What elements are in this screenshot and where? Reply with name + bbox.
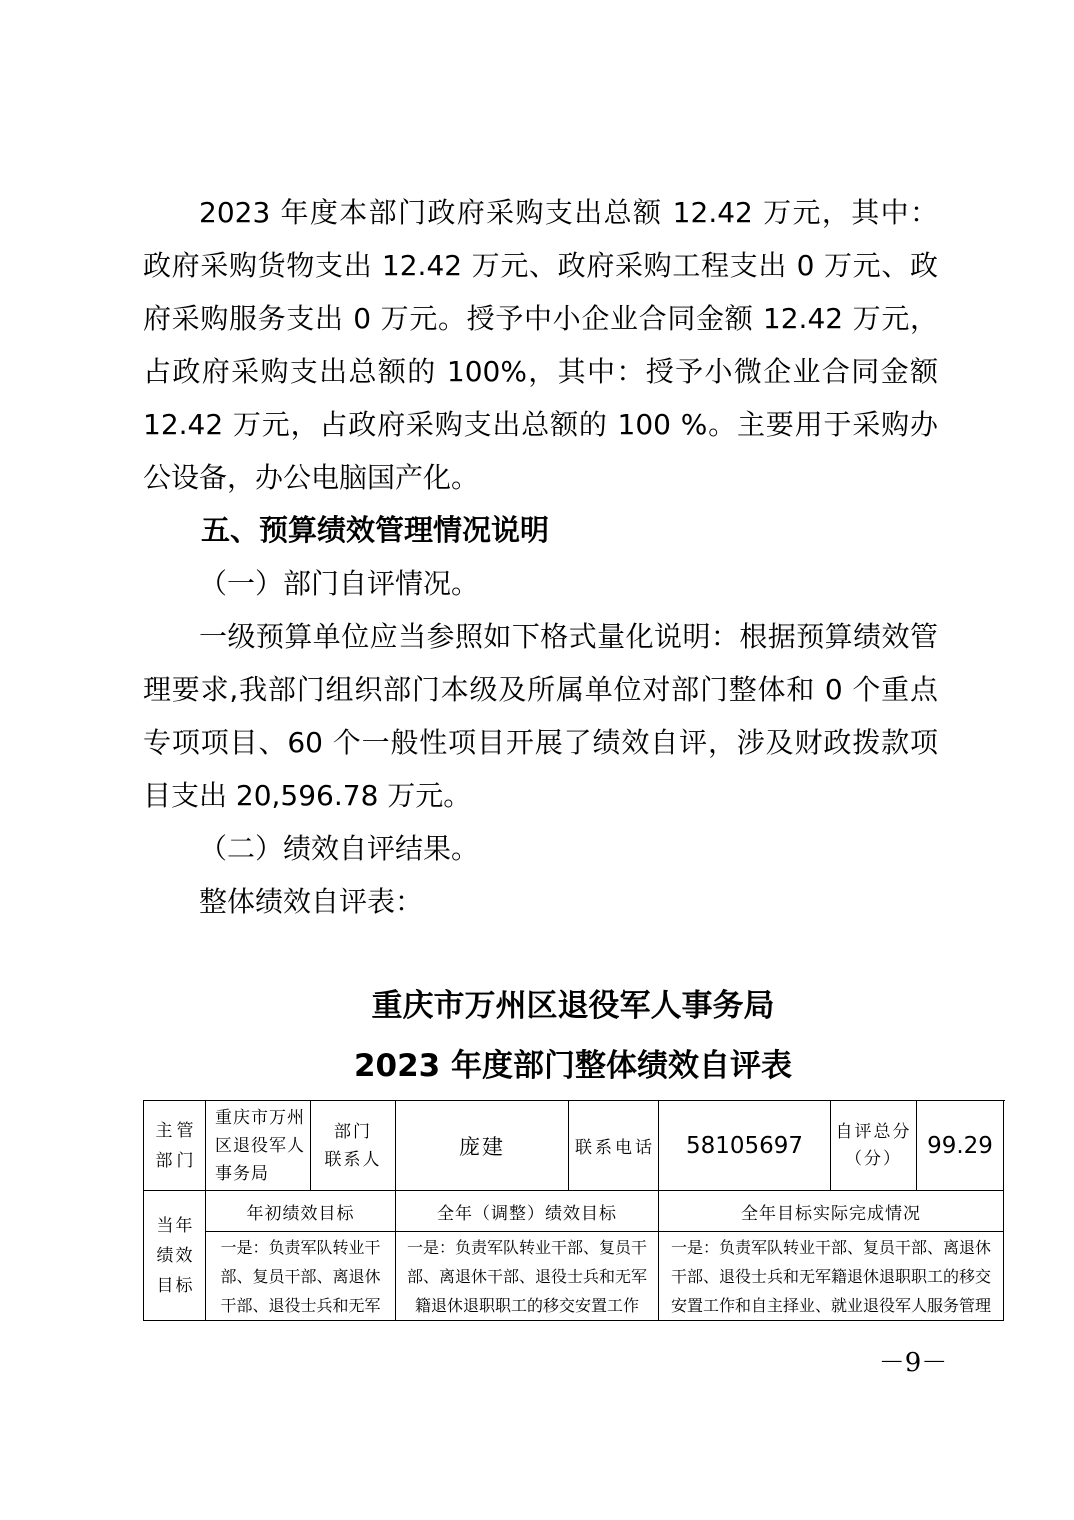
cell-initial-goal-text [206, 1232, 396, 1321]
cell-line: 绩效 [156, 1245, 195, 1266]
table-title-block [143, 976, 1003, 1096]
sub-heading-2: （二）绩效自评结果。 [199, 832, 480, 865]
cell-line: 籍退休退职职工的移交安置工作 [414, 1295, 639, 1315]
cell-current-year-goal-label [144, 1191, 206, 1321]
table-title-org: 重庆市万州区退役军人事务局 [371, 988, 775, 1024]
cell-contact-value: 庞建 [396, 1101, 569, 1191]
cell-actual-completion-text [659, 1232, 1004, 1321]
paragraph1-line: 公设备，办公电脑国产化。 [143, 461, 480, 494]
paragraph2-line: 目支出 20,596.78 万元。 [143, 779, 472, 812]
cell-line: 区退役军人 [215, 1135, 305, 1156]
cell-line: 一是：负责军队转业干部、复员干部、离退休 [670, 1237, 991, 1257]
cell-header-actual-completion: 全年目标实际完成情况 [659, 1191, 1004, 1232]
cell-line: （分） [845, 1148, 902, 1169]
cell-line: 部门 [334, 1121, 372, 1142]
cell-phone-value: 58105697 [659, 1101, 831, 1191]
cell-contact-label [311, 1101, 396, 1191]
cell-line: 目标 [156, 1275, 195, 1296]
cell-header-initial-goal: 年初绩效目标 [206, 1191, 396, 1232]
cell-line: 干部、退役士兵和无军 [220, 1295, 381, 1315]
cell-line: 事务局 [215, 1163, 269, 1184]
self-evaluation-table [143, 1100, 1005, 1321]
table-intro-line: 整体绩效自评表： [199, 885, 424, 918]
cell-line: 自评总分 [835, 1121, 912, 1142]
paragraph1-line: 12.42 万元，占政府采购支出总额的 100 %。主要用于采购办 [143, 408, 938, 441]
cell-score-value: 99.29 [917, 1101, 1004, 1191]
sub-heading-1: （一）部门自评情况。 [199, 567, 480, 600]
body-text-block [143, 186, 938, 928]
cell-line: 一是：负责军队转业干部、复员干 [406, 1237, 647, 1257]
cell-phone-label: 联系电话 [569, 1101, 659, 1191]
paragraph2-line: 专项项目、60 个一般性项目开展了绩效自评，涉及财政拨款项 [143, 726, 938, 759]
cell-line: 干部、退役士兵和无军籍退休退职职工的移交 [670, 1266, 991, 1286]
page-number: －9－ [878, 1348, 948, 1378]
cell-line: 联系人 [324, 1149, 382, 1170]
cell-line: 部门 [155, 1150, 198, 1171]
cell-header-adjusted-goal: 全年（调整）绩效目标 [396, 1191, 659, 1232]
cell-line: 部、离退休干部、退役士兵和无军 [406, 1266, 647, 1286]
paragraph1-line: 2023 年度本部门政府采购支出总额 12.42 万元，其中： [199, 196, 938, 229]
paragraph2-line: 一级预算单位应当参照如下格式量化说明：根据预算绩效管 [199, 620, 938, 653]
table-title-year: 2023 年度部门整体绩效自评表 [353, 1048, 793, 1084]
paragraph1-line: 府采购服务支出 0 万元。授予中小企业合同金额 12.42 万元， [143, 302, 938, 335]
cell-line: 安置工作和自主择业、就业退役军人服务管理 [670, 1295, 991, 1315]
cell-line: 主管 [155, 1120, 198, 1141]
paragraph1-line: 占政府采购支出总额的 100%，其中：授予小微企业合同金额 [143, 355, 938, 388]
cell-score-label [831, 1101, 917, 1191]
paragraph2-line: 理要求,我部门组织部门本级及所属单位对部门整体和 0 个重点 [143, 673, 938, 706]
paragraph1-line: 政府采购货物支出 12.42 万元、政府采购工程支出 0 万元、政 [143, 249, 938, 282]
cell-line: 当年 [156, 1215, 195, 1236]
cell-supervisor-label [144, 1101, 206, 1191]
cell-line: 重庆市万州 [215, 1107, 305, 1128]
section-heading: 五、预算绩效管理情况说明 [201, 513, 550, 547]
cell-adjusted-goal-text [396, 1232, 659, 1321]
cell-supervisor-value [206, 1101, 311, 1191]
cell-line: 部、复员干部、离退休 [220, 1266, 381, 1286]
cell-line: 一是：负责军队转业干 [220, 1237, 381, 1257]
